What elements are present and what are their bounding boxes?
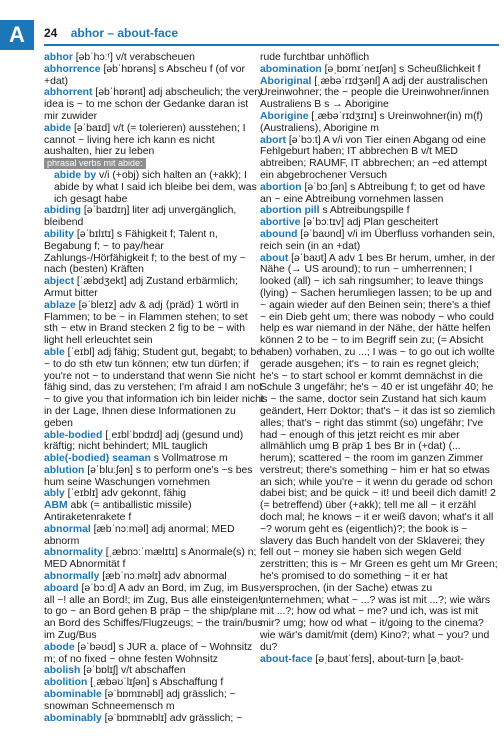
dictionary-entry: rude furchtbar unhöflich [260,52,370,63]
headword: Aboriginal [260,75,312,87]
dictionary-entry: abominable [əˈbɒmɪnəbl] adj grässlich; ~ snowman Schneemensch m [44,689,236,712]
dictionary-entry: abnormality [ˌæbnɔːˈmælɪtɪ] s Anormale(s) n; MED Abnormität f [44,547,257,571]
dictionary-entry: abortive [əˈbɔːtɪv] adj Plan gescheitert [260,217,439,229]
dictionary-entry: ability [əˈbɪlɪtɪ] s Fähigkeit f; Talent n, Begabung f; ~ to pay/hear Zahlungs-/Hörfähigkeit f; to the best of my ~ nach (besten) Kräften [44,228,246,276]
headword: abhor [44,52,73,63]
dictionary-entry: abhor [əbˈhɔːʳ] v/t verabscheuen [44,52,195,63]
dictionary-entry: abnormally [æbˈnɔːməlɪ] adv abnormal [44,571,227,583]
headword: abide [44,122,72,134]
dictionary-entry: abide by v/i (+obj) sich halten an (+akk); I abide by what I said ich bleibe bei dem, was ich gesagt habe [54,169,257,205]
dictionary-entry: abhorrent [əbˈhɒrənt] adj abscheulich; the very idea is ~ to me schon der Gedanke daran ist mir zuwider [44,87,263,122]
dictionary-entry: abominably [əˈbɒmɪnəblɪ] adv grässlich; ~ [44,712,243,724]
headword: able-bodied [44,429,103,441]
dictionary-entry: ABM abk (= antiballistic missile) Antiraketenrakete f [44,500,192,524]
dictionary-entry: ablaze [əˈbleɪz] adv & adj ⟨präd⟩ 1 wörtl in Flammen; to be ~ in Flammen stehen; to set sth ~ etw in Brand stecken 2 fig to be ~ with light hell erleuchtet sein [44,299,248,347]
dictionary-entry: ablution [əˈbluːʃən] s to perform one's ~s bes hum seine Waschungen vornehmen [44,464,253,488]
dictionary-entry: abolition [ˌæbəʊˈlɪʃən] s Abschaffung f [44,677,224,689]
left-column [44,52,264,724]
headword: abhorrent [44,87,93,99]
phrasal-verbs-label: phrasal verbs mit abide: [44,158,264,170]
page-header [44,22,499,46]
headword: about [260,252,289,264]
headword: able(-bodied) seaman [44,453,151,465]
dictionary-entry: abhorrence [əbˈhɒrəns] s Abscheu f (of vor +dat) [44,63,245,87]
headword: ablaze [44,299,76,311]
dictionary-entry: abject [ˈæbdʒekt] adj Zustand erbärmlich; Armut bitter [44,276,238,299]
headword: abject [44,276,75,288]
dictionary-entry: abode [əˈbəʊd] s JUR a. place of ~ Wohnsitz m; of no fixed ~ ohne festen Wohnsitz [44,641,253,665]
dictionary-entry: able-bodied [ˌeɪblˈbɒdɪd] adj (gesund und) kräftig; nicht behindert; MIL tauglich [44,429,244,453]
dictionary-entry: abolish [əˈbɒlɪʃ] v/t abschaffen [44,665,186,677]
dictionary-entry: about-face [əˌbaʊtˈfeɪs], about-turn [əˌbaʊt- [260,653,464,665]
headword: ablution [44,464,85,476]
headword: ability [44,228,75,240]
dictionary-entry: abortion [əˈbɔːʃən] s Abtreibung f; to get od have an ~ eine Abtreibung vornehmen lassen [260,181,486,205]
dictionary-entry: abiding [əˈbaɪdɪŋ] liter adj unvergänglich, bleibend [44,205,237,229]
headword: aboard [44,582,79,594]
headword: abortion pill [260,205,320,217]
dictionary-entry: about [əˈbaʊt] A adv 1 bes Br herum, umher, in der Nähe (→ US around); to run ~ umherrennen; I looked (all) ~ ich sah ringsumher; to leave things (lying) ~ Sachen herumliegen lassen; to be up and ~ again wieder auf den Beinen sein; there's a thief ~ ein Dieb geht um; there was nobody ~ who could help es war niemand in der Nähe, der hätte helfen können 2 to be ~ to im Begriff sein zu; (= Absicht haben) vorhaben, zu ...; I was ~ to go out ich wollte gerade ausgehen; it's ~ to rain es regnet gleich; he's ~ to start school er kommt demnächst in die Schule 3 ungefähr; he's ~ 40 er ist ungefähr 40; he is ~ the same, doctor sein Zustand hat sich kaum geändert, Herr Doktor; that's ~ it das ist so ziemlich alles; that's ~ right das stimmt (so) ungefähr; I've had ~ enough of this jetzt reicht es mir aber allmählich umg B präp 1 bes Br in (+dat) (... herum); scattered ~ the room im ganzen Zimmer verstreut; there's something ~ him er hat so etwas an sich; while you're ~ it wenn du gerade od schon dabei bist; and be quick ~ it! und beeil dich damit! 2 (= betreffend) über (+akk); tell me all ~ it erzähl doch mal; he knows ~ it er weiß davon; what's it all ~? worum geht es (eigentlich)?; the book is ~ slavery das Buch handelt von der Sklaverei; they fell out ~ money sie haben sich wegen Geld zerstritten; this is ~ Mr Green es geht um Mr Green; he's promised to do something ~ it er hat versprochen, (in der Sache) etwas zu unternehmen; what ~ ...? was ist mit ...?; wie wärs mit ...?; how od what ~ me? und ich, was ist mit mir? umg; how od what ~ it/going to the cinema? wie wär's damit/mit (dem) Kino?; what ~ you? und du? [260,252,498,653]
headword: abort [260,134,286,146]
headword: abominable [44,689,102,701]
dictionary-entry: able [ˈeɪbl] adj fähig; Student gut, begabt; to be ~ to do sth etw tun können; etw tun dürfen; if you're not ~ to understand that wenn Sie nicht fähig sind, das zu verstehen; I'm afraid I am not ~ to give you that information ich bin leider nicht in der Lage, Ihnen diese Informationen zu geben [44,346,264,429]
dictionary-entry: abide [əˈbaɪd] v/t (= tolerieren) ausstehen; I cannot ~ living here ich kann es nicht aushalten, hier zu leben [44,122,246,158]
dictionary-entry: aboard [əˈbɔːd] A adv an Bord, im Zug, im Bus; all ~! alle an Bord!; im Zug, Bus alle einsteigen!; to go ~ an Bord gehen B präp ~ the ship/plane an Bord des Schiffes/Flugzeugs; ~ the train/bus im Zug/Bus [44,582,264,642]
headword: abnormality [44,547,103,559]
headword: abolish [44,665,81,677]
headword: abnormal [44,523,91,535]
headword: ABM [44,500,68,512]
dictionary-entry: ably [ˈeɪblɪ] adv gekonnt, fähig [44,488,186,500]
headword: about-face [260,653,313,665]
dictionary-entry: abort [əˈbɔːt] A v/i von Tier einen Abgang od eine Fehlgeburt haben; IT abbrechen B v/t MED abtreiben; RAUMF, IT abbrechen; an ~ed attempt ein abgebrochener Versuch [260,134,488,181]
letter-tab: A [0,20,34,50]
page-number: 24 [44,26,58,40]
headword: abnormally [44,571,100,583]
guide-words: abhor – about-face [70,26,179,40]
headword: abortion [260,181,302,193]
dictionary-entry: abnormal [æbˈnɔːməl] adj anormal; MED abnorm [44,523,235,547]
right-column [260,52,498,665]
headword: abolition [44,677,88,689]
headword: able [44,346,65,358]
dictionary-entry: abound [əˈbaʊnd] v/i im Überfluss vorhanden sein, reich sein (in an +dat) [260,228,496,252]
dictionary-entry: Aboriginal [ˌæbəˈrɪdʒənl] A adj der australischen Ureinwohner; the ~ people die Ureinwohner/innen Australiens B s → Aborigine [260,75,490,111]
headword: abound [260,228,298,240]
headword: abominably [44,712,102,724]
headword: abortive [260,217,301,229]
dictionary-entry: abomination [əˌbɒmɪˈneɪʃən] s Scheußlichkeit f [260,63,481,75]
headword: abhorrence [44,63,101,75]
headword: ably [44,488,65,500]
dictionary-entry: Aborigine [ˌæbəˈrɪdʒɪnɪ] s Ureinwohner(in) m(f) (Australiens), Aborigine m [260,110,483,134]
dictionary-entry: abortion pill s Abtreibungspille f [260,205,410,217]
headword: Aborigine [260,110,309,122]
headword: abiding [44,205,81,217]
dictionary-entry: able(-bodied) seaman s Vollmatrose m [44,453,228,465]
headword: abomination [260,63,322,75]
headword: abode [44,641,75,653]
headword: abide by [54,169,97,181]
